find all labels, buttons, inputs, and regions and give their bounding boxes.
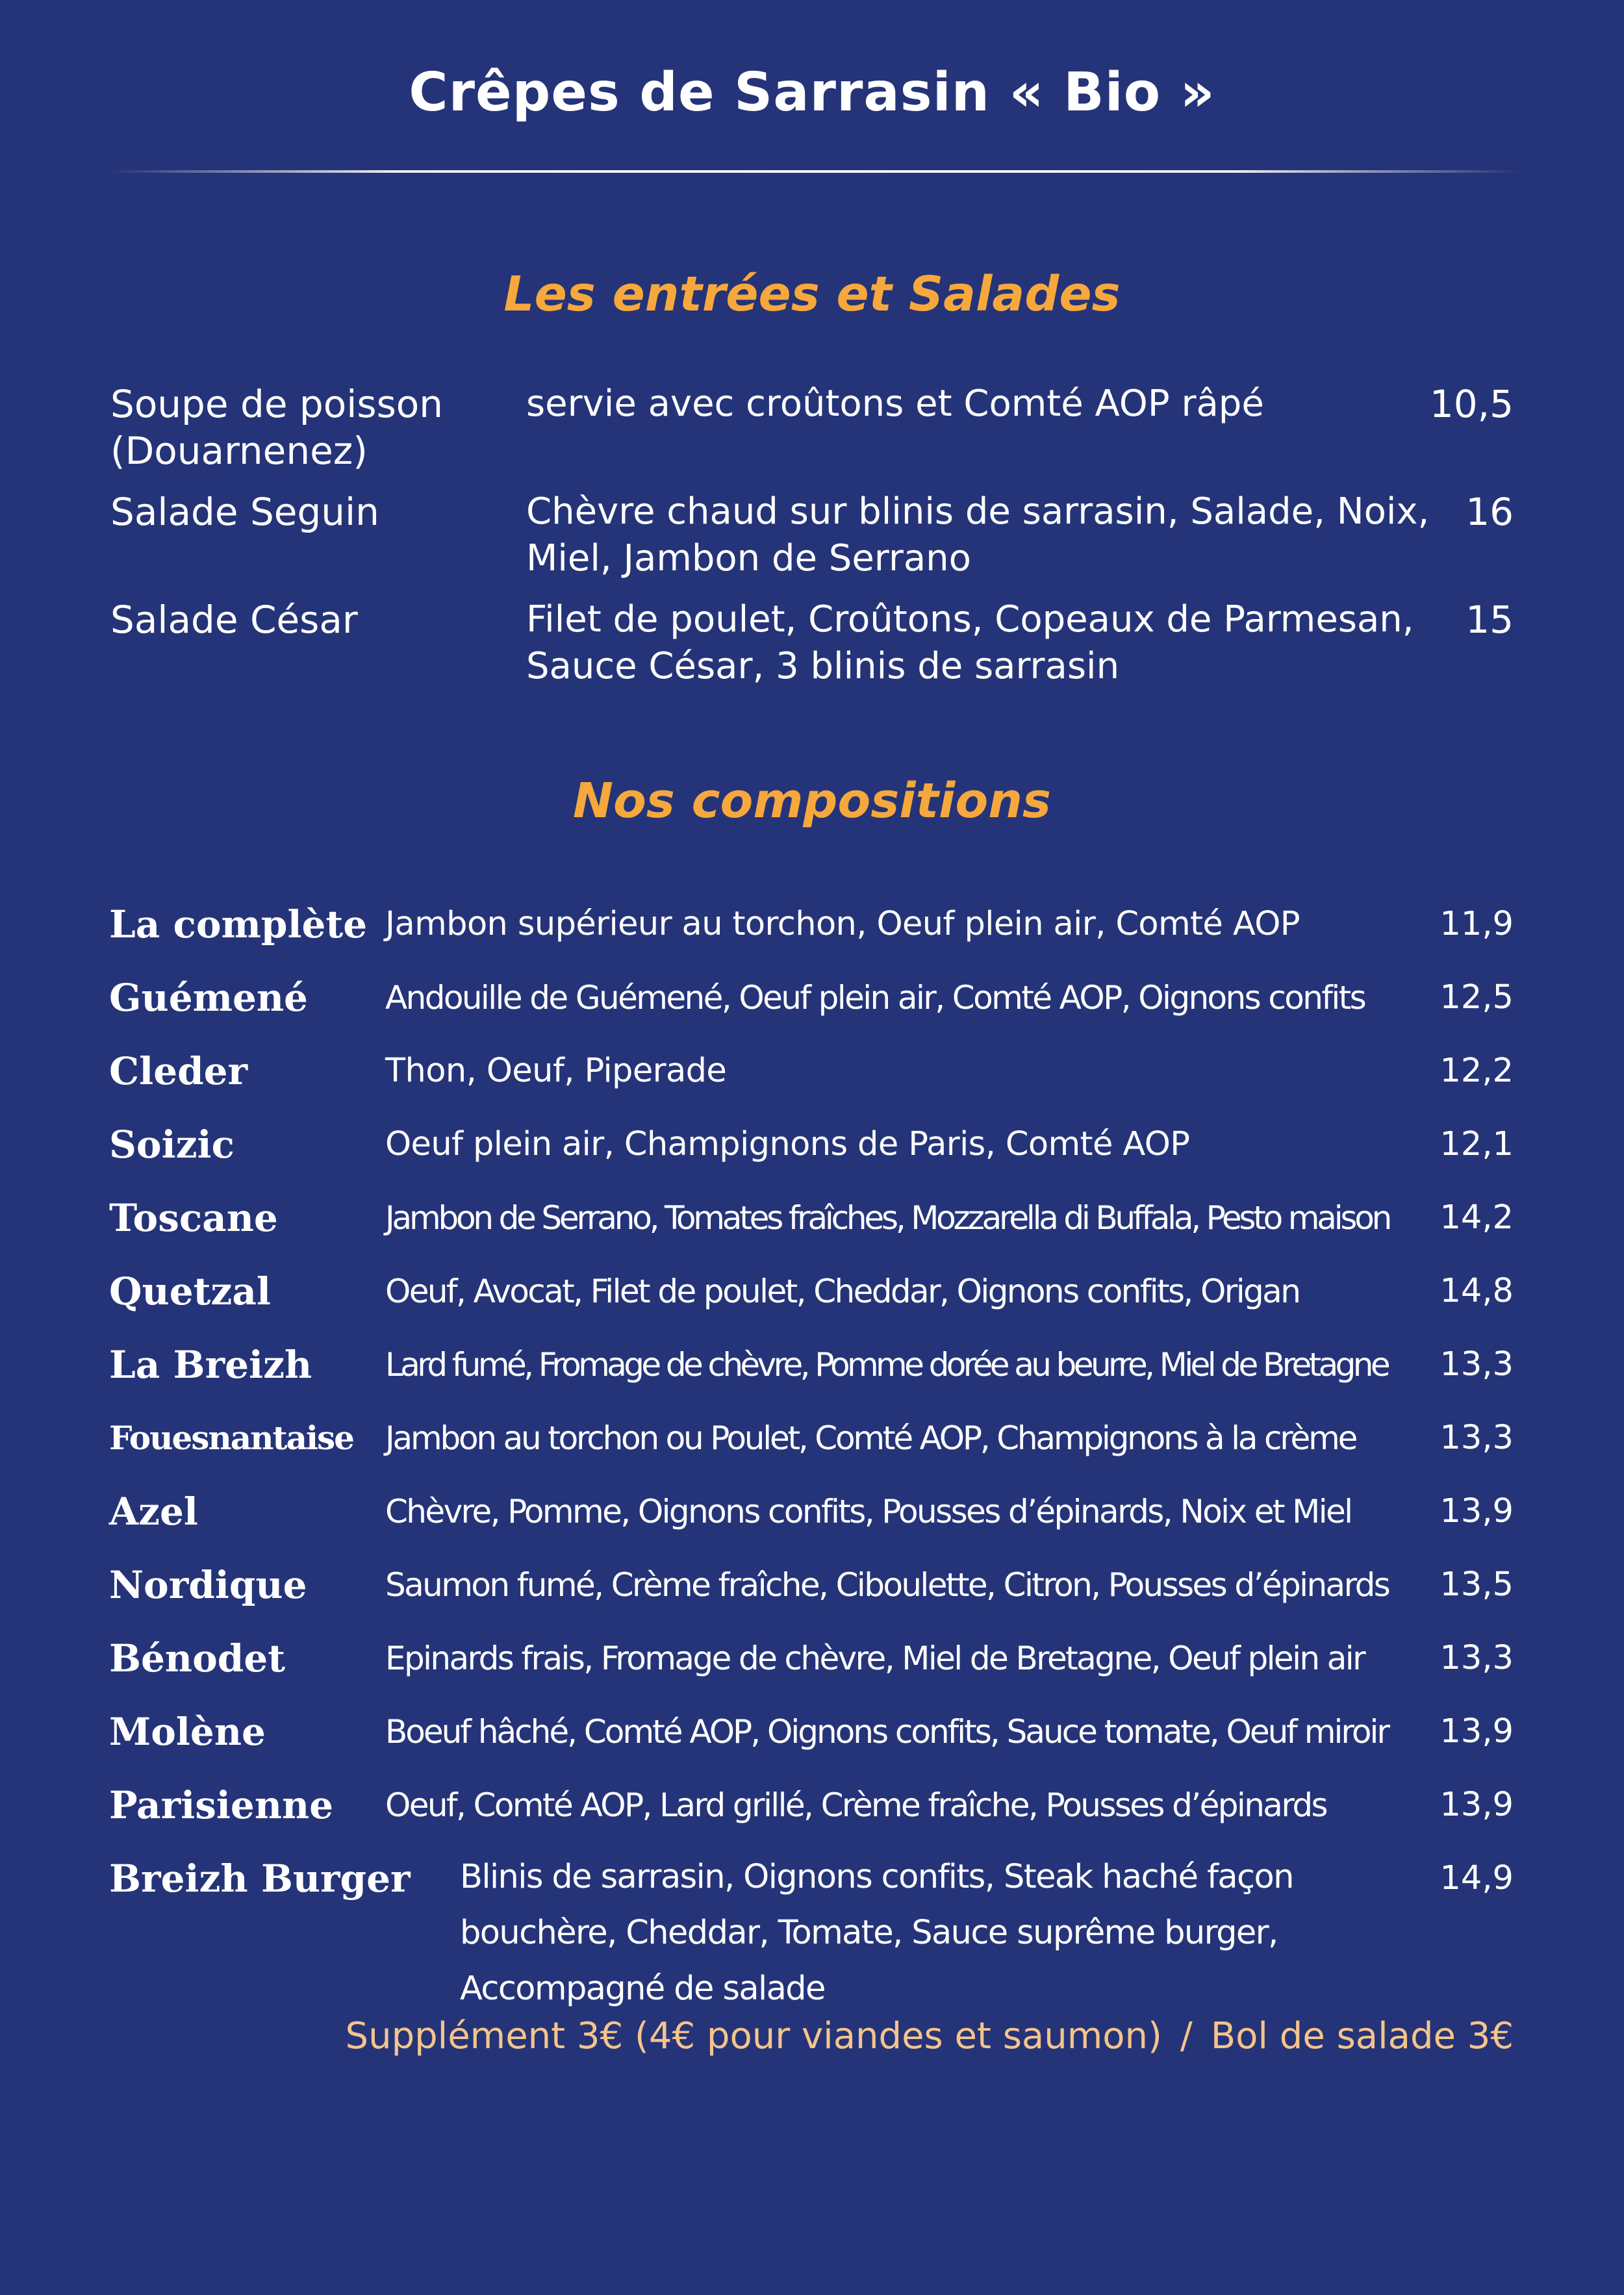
composition-description: Oeuf, Avocat, Filet de poulet, Cheddar, Oignons confits, Origan — [385, 1273, 1300, 1310]
composition-price: 13,9 — [1440, 1786, 1514, 1824]
menu-title: Crêpes de Sarrasin « Bio » — [409, 62, 1215, 123]
composition-description: Oeuf plein air, Champignons de Paris, Comté AOP — [385, 1125, 1190, 1163]
composition-name: Fouesnantaise — [109, 1419, 353, 1457]
composition-row — [109, 895, 1514, 967]
composition-price: 12,5 — [1440, 978, 1514, 1017]
composition-description: Jambon supérieur au torchon, Oeuf plein air, Comté AOP — [385, 905, 1300, 943]
composition-name: Bénodet — [109, 1636, 286, 1680]
footer-separator: / — [1180, 2015, 1193, 2057]
composition-row — [109, 1482, 1514, 1554]
composition-name: Parisienne — [109, 1783, 334, 1827]
composition-name: La complète — [109, 902, 368, 946]
composition-price: 13,9 — [1440, 1492, 1514, 1530]
entree-name: Soupe de poisson (Douarnenez) — [110, 382, 444, 473]
composition-price: 12,2 — [1440, 1052, 1514, 1090]
entree-description: Filet de poulet, Croûtons, Copeaux de Parmesan, Sauce César, 3 blinis de sarrasin — [526, 598, 1414, 687]
composition-name: Soizic — [109, 1122, 235, 1167]
salad-bowl-text: Bol de salade 3€ — [1210, 2015, 1514, 2057]
supplement-note — [346, 2015, 1514, 2057]
compositions-heading: Nos compositions — [573, 773, 1051, 829]
composition-row — [109, 1776, 1514, 1847]
composition-name: Breizh Burger — [109, 1857, 411, 1901]
composition-price: 13,3 — [1440, 1639, 1514, 1677]
supplement-text: Supplément 3€ (4€ pour viandes et saumon) — [345, 2015, 1162, 2057]
entrees-heading: Les entrées et Salades — [503, 266, 1121, 322]
composition-name: Azel — [109, 1490, 198, 1534]
composition-row — [109, 969, 1514, 1040]
composition-price: 13,9 — [1440, 1712, 1514, 1751]
composition-description: Lard fumé, Fromage de chèvre, Pomme dorée au beurre, Miel de Bretagne — [385, 1346, 1388, 1384]
composition-row — [109, 1042, 1514, 1113]
entree-description: Chèvre chaud sur blinis de sarrasin, Salade, Noix, Miel, Jambon de Serrano — [526, 490, 1430, 579]
entree-price: 10,5 — [1429, 382, 1514, 426]
composition-row — [109, 1849, 1514, 2008]
composition-description: Chèvre, Pomme, Oignons confits, Pousses d’épinards, Noix et Miel — [385, 1493, 1352, 1530]
composition-row — [109, 1556, 1514, 1627]
composition-name: Quetzal — [109, 1269, 271, 1313]
composition-name: Toscane — [109, 1196, 278, 1240]
composition-price: 14,9 — [1440, 1859, 1514, 1897]
composition-name: Guémené — [109, 976, 308, 1020]
composition-description: Jambon de Serrano, Tomates fraîches, Mozzarella di Buffala, Pesto maison — [385, 1199, 1390, 1237]
composition-description: Andouille de Guémené, Oeuf plein air, Comté AOP, Oignons confits — [385, 979, 1365, 1017]
composition-description: Oeuf, Comté AOP, Lard grillé, Crème fraîche, Pousses d’épinards — [385, 1786, 1326, 1824]
composition-price: 11,9 — [1440, 905, 1514, 943]
composition-row — [109, 1262, 1514, 1334]
entree-description: servie avec croûtons et Comté AOP râpé — [526, 383, 1264, 425]
entree-name: Salade César — [110, 598, 358, 642]
composition-price: 12,1 — [1440, 1125, 1514, 1163]
composition-price: 13,3 — [1440, 1345, 1514, 1384]
composition-row — [109, 1115, 1514, 1187]
composition-description: Saumon fumé, Crème fraîche, Ciboulette, Citron, Pousses d’épinards — [385, 1566, 1389, 1604]
composition-name: Cleder — [109, 1049, 248, 1093]
composition-row — [109, 1629, 1514, 1701]
composition-row — [109, 1336, 1514, 1407]
composition-name: Nordique — [109, 1563, 307, 1607]
composition-row — [109, 1703, 1514, 1774]
entree-price: 15 — [1465, 598, 1514, 642]
composition-name: Molène — [109, 1710, 266, 1754]
composition-row — [109, 1409, 1514, 1480]
composition-description: Jambon au torchon ou Poulet, Comté AOP, Champignons à la crème — [385, 1419, 1356, 1457]
composition-description: Thon, Oeuf, Piperade — [385, 1052, 727, 1090]
composition-description: Boeuf hâché, Comté AOP, Oignons confits, Sauce tomate, Oeuf miroir — [385, 1713, 1388, 1751]
composition-price: 14,8 — [1440, 1272, 1514, 1310]
composition-description: Epinards frais, Fromage de chèvre, Miel de Bretagne, Oeuf plein air — [385, 1640, 1365, 1677]
composition-name: La Breizh — [109, 1343, 312, 1387]
title-divider — [110, 170, 1520, 173]
composition-row — [109, 1189, 1514, 1260]
composition-description: Blinis de sarrasin, Oignons confits, Steak haché façon bouchère, Cheddar, Tomate, Sauce suprême burger, Accompagné de salade — [460, 1858, 1293, 2008]
composition-price: 14,2 — [1440, 1198, 1514, 1237]
entree-name: Salade Seguin — [110, 490, 379, 534]
composition-price: 13,3 — [1440, 1419, 1514, 1457]
composition-price: 13,5 — [1440, 1566, 1514, 1604]
entree-price: 16 — [1465, 490, 1514, 534]
